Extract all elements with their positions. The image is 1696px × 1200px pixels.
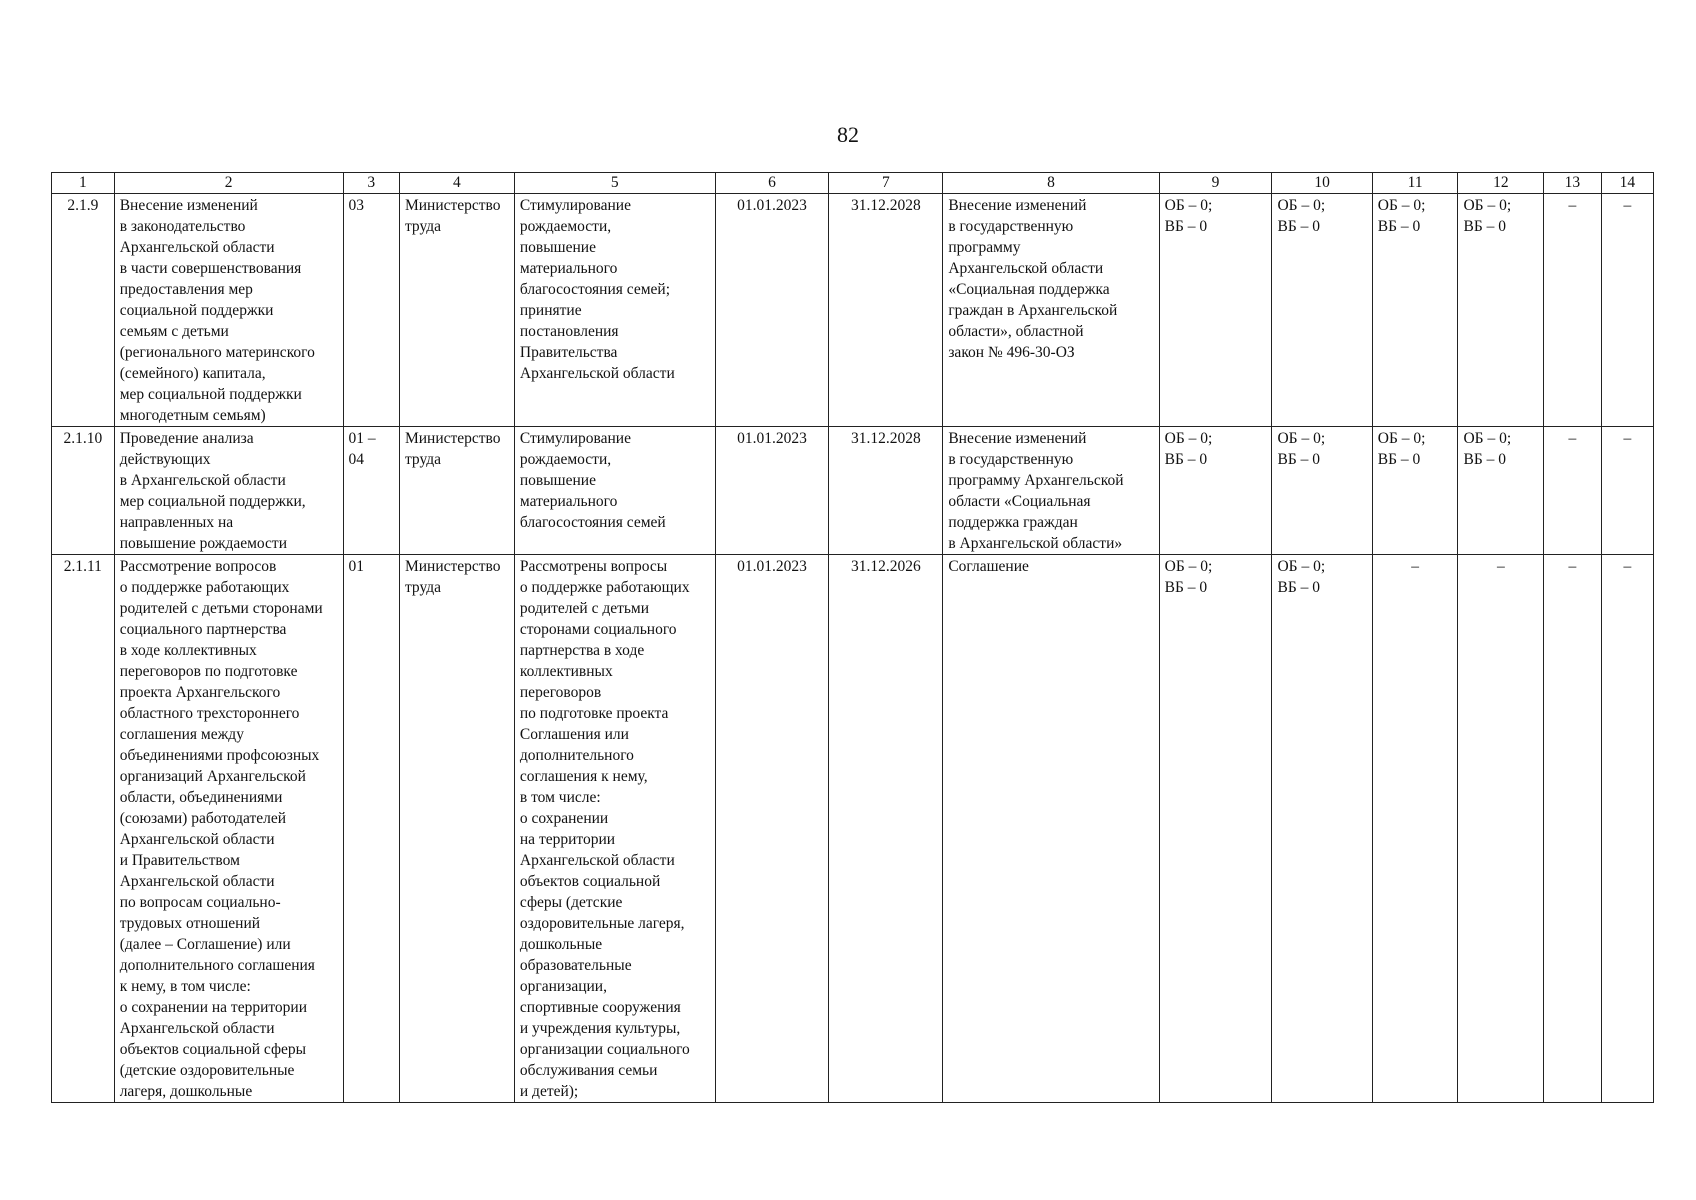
- table-row: [52, 555, 1654, 1103]
- measure-text: Рассмотрение вопросов о поддержке работающих родителей с детьми сторонами социального партнерства в ходе коллективных переговоров по подготовке проекта Архангельского областного трехстороннего соглашения между объединениями профсоюзных организаций Архангельской области, объединениями (союзами) работодателей Архангельской области и Правительством Архангельской области по вопросам социально- трудовых отношений (далее – Соглашение) или дополнительного соглашения к нему, в том числе: о сохранении на территории Архангельской области объектов социальной сферы (детские оздоровительные лагеря, дошкольные: [114, 555, 343, 1103]
- header-row: [52, 173, 1654, 194]
- column-header: 4: [399, 173, 514, 194]
- column-header: 8: [943, 173, 1159, 194]
- column-header: 12: [1458, 173, 1544, 194]
- column-header: 3: [343, 173, 399, 194]
- plan-table: [51, 172, 1654, 1103]
- funding-cell: ОБ – 0; ВБ – 0: [1272, 555, 1372, 1103]
- end-date: 31.12.2026: [829, 555, 943, 1103]
- document-cell: Внесение изменений в государственную программу Архангельской области «Социальная поддержка граждан в Архангельской области», областной закон № 496-30-ОЗ: [943, 194, 1159, 427]
- column-header: 1: [52, 173, 115, 194]
- funding-cell: ОБ – 0; ВБ – 0: [1159, 427, 1272, 555]
- code-cell: 03: [343, 194, 399, 427]
- result-cell: Стимулирование рождаемости, повышение материального благосостояния семей; принятие постановления Правительства Архангельской области: [514, 194, 715, 427]
- executor-cell: Министерство труда: [399, 194, 514, 427]
- funding-cell: –: [1601, 555, 1653, 1103]
- funding-cell: –: [1544, 427, 1601, 555]
- funding-cell: ОБ – 0; ВБ – 0: [1458, 194, 1544, 427]
- result-cell: Стимулирование рождаемости, повышение материального благосостояния семей: [514, 427, 715, 555]
- column-header: 2: [114, 173, 343, 194]
- funding-cell: ОБ – 0; ВБ – 0: [1159, 555, 1272, 1103]
- funding-cell: –: [1372, 555, 1458, 1103]
- end-date: 31.12.2028: [829, 427, 943, 555]
- start-date: 01.01.2023: [715, 427, 829, 555]
- measure-text: Внесение изменений в законодательство Архангельской области в части совершенствования предоставления мер социальной поддержки семьям с детьми (регионального материнского (семейного) капитала, мер социальной поддержки многодетным семьям): [114, 194, 343, 427]
- column-header: 14: [1601, 173, 1653, 194]
- document-cell: Соглашение: [943, 555, 1159, 1103]
- start-date: 01.01.2023: [715, 555, 829, 1103]
- column-header: 11: [1372, 173, 1458, 194]
- code-cell: 01: [343, 555, 399, 1103]
- executor-cell: Министерство труда: [399, 555, 514, 1103]
- row-number: 2.1.9: [52, 194, 115, 427]
- document-cell: Внесение изменений в государственную программу Архангельской области «Социальная поддержка граждан в Архангельской области»: [943, 427, 1159, 555]
- end-date: 31.12.2028: [829, 194, 943, 427]
- funding-cell: ОБ – 0; ВБ – 0: [1272, 194, 1372, 427]
- executor-cell: Министерство труда: [399, 427, 514, 555]
- column-header: 10: [1272, 173, 1372, 194]
- funding-cell: –: [1458, 555, 1544, 1103]
- row-number: 2.1.11: [52, 555, 115, 1103]
- column-header: 7: [829, 173, 943, 194]
- funding-cell: ОБ – 0; ВБ – 0: [1372, 427, 1458, 555]
- column-header: 6: [715, 173, 829, 194]
- table-row: [52, 427, 1654, 555]
- funding-cell: –: [1601, 194, 1653, 427]
- funding-cell: –: [1601, 427, 1653, 555]
- funding-cell: –: [1544, 555, 1601, 1103]
- column-header: 5: [514, 173, 715, 194]
- result-cell: Рассмотрены вопросы о поддержке работающих родителей с детьми сторонами социального партнерства в ходе коллективных переговоров по подготовке проекта Соглашения или дополнительного соглашения к нему, в том числе: о сохранении на территории Архангельской области объектов социальной сферы (детские оздоровительные лагеря, дошкольные образовательные организации, спортивные сооружения и учреждения культуры, организации социального обслуживания семьи и детей);: [514, 555, 715, 1103]
- funding-cell: –: [1544, 194, 1601, 427]
- start-date: 01.01.2023: [715, 194, 829, 427]
- funding-cell: ОБ – 0; ВБ – 0: [1272, 427, 1372, 555]
- row-number: 2.1.10: [52, 427, 115, 555]
- page-number: 82: [837, 122, 859, 147]
- table-row: [52, 194, 1654, 427]
- funding-cell: ОБ – 0; ВБ – 0: [1458, 427, 1544, 555]
- measure-text: Проведение анализа действующих в Архангельской области мер социальной поддержки, направленных на повышение рождаемости: [114, 427, 343, 555]
- code-cell: 01 – 04: [343, 427, 399, 555]
- column-header: 9: [1159, 173, 1272, 194]
- funding-cell: ОБ – 0; ВБ – 0: [1159, 194, 1272, 427]
- column-header: 13: [1544, 173, 1601, 194]
- funding-cell: ОБ – 0; ВБ – 0: [1372, 194, 1458, 427]
